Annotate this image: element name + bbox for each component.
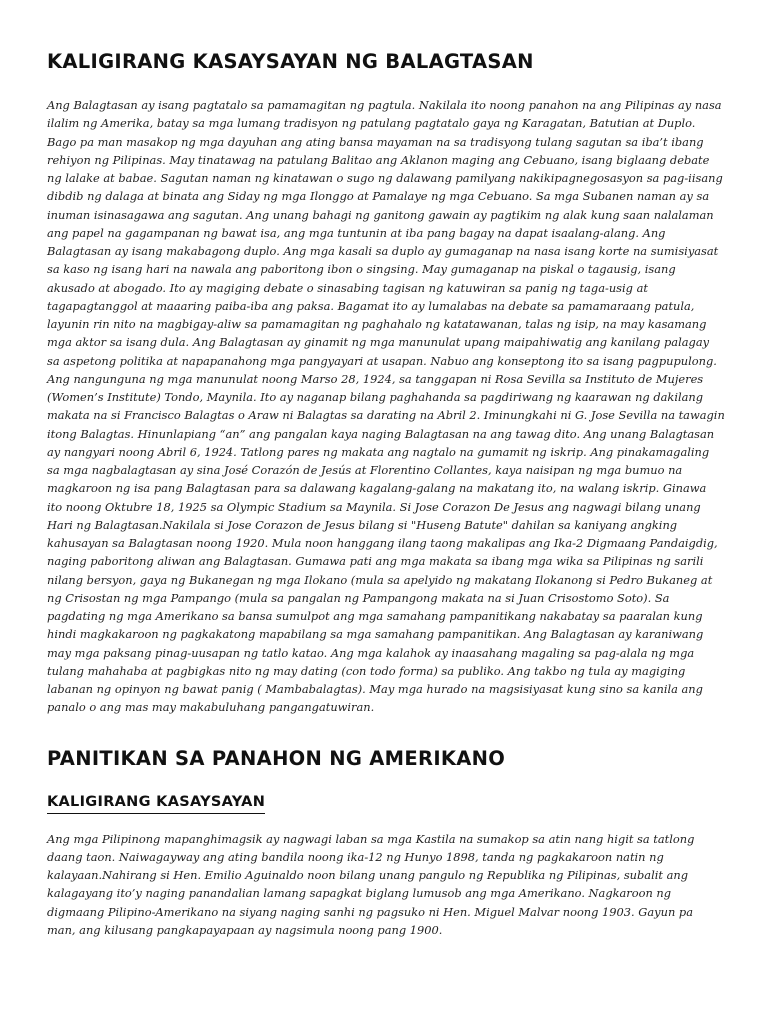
subheading-wrapper bbox=[47, 791, 725, 814]
section-heading-panitikan-amerikano: PANITIKAN SA PANAHON NG AMERIKANO bbox=[47, 746, 506, 770]
paragraph-balagtasan: Ang Balagtasan ay isang pagtatalo sa pamamagitan ng pagtula. Nakilala ito noong panahon na ang Pilipinas ay nasa ilalim ng Amerika, batay sa mga lumang tradisyon ng patulang pagtatalo gaya ng Karagatan, Batutian at Duplo. Bago pa man masakop ng mga dayuhan ang ating bansa mayaman na sa tradisyong tulang sagutan sa iba’t ibang rehiyon ng Pilipinas. May tinatawag na patulang Balitao ang Aklanon maging ang Cebuano, isang biglaang debate ng lalake at babae. Sagutan naman ng kinatawan o sugo ng dalawang pamilyang nakikipagnegosasyon sa pag-iisang dibdib ng dalaga at binata ang Siday ng mga Ilonggo at Pamalaye ng mga Cebuano. Sa mga Subanen naman ay sa inuman isinasagawa ang sagutan. Ang unang bahagi ng ganitong gawain ay pagtikim ng alak kung saan nalalaman ang papel na gagampanan ng bawat isa, ang mga tuntunin at iba pang bagay na dapat isaalang-alang. Ang Balagtasan ay isang makabagong duplo. Ang mga kasali sa duplo ay gumaganap na nasa isang korte na sumisiyasat sa kaso ng isang hari na nawala ang paboritong ibon o singsing. May gumaganap na piskal o tagausig, isang akusado at abogado. Ito ay magiging debate o sinasabing tagisan ng katuwiran sa panig ng taga-usig at tagapagtanggol at maaaring paiba-iba ang paksa. Bagamat ito ay lumalabas na debate sa pamamaraang patula, layunin rin nito na magbigay-aliw sa pamamagitan ng paghahalo ng katatawanan, talas ng isip, na may kasamang mga aktor sa isang dula. Ang Balagtasan ay ginamit ng mga manunulat upang maipahiwatig ang kanilang palagay sa aspetong politika at napapanahong mga pangyayari at usapan. Nabuo ang konseptong ito sa isang pagpupulong. Ang nangunguna ng mga manunulat noong Marso 28, 1924, sa tanggapan ni Rosa Sevilla sa Instituto de Mujeres (Women’s Institute) Tondo, Maynila. Ito ay naganap bilang paghahanda sa pagdiriwang ng kaarawan ng dakilang makata na si Francisco Balagtas o Araw ni Balagtas sa darating na Abril 2. Iminungkahi ni G. Jose Sevilla na tawagin itong Balagtas. Hinunlapiang “an” ang pangalan kaya naging Balagtasan na ang tawag dito. Ang unang Balagtasan ay nangyari noong Abril 6, 1924. Tatlong pares ng makata ang nagtalo na gumamit ng iskrip. Ang pinakamagaling sa mga nagbalagtasan ay sina José Corazón de Jesús at Florentino Collantes, kaya naisipan ng mga bumuo na magkaroon ng isa pang Balagtasan para sa dalawang kagalang-galang na makatang ito, na walang iskrip. Ginawa ito noong Oktubre 18, 1925 sa Olympic Stadium sa Maynila. Si Jose Corazon De Jesus ang nagwagi bilang unang Hari ng Balagtasan.Nakilala si Jose Corazon de Jesus bilang si "Huseng Batute" dahilan sa kaniyang angking kahusayan sa Balagtasan noong 1920. Mula noon hanggang ilang taong makalipas ang Ika-2 Digmaang Pandaigdig, naging paboritong aliwan ang Balagtasan. Gumawa pati ang mga makata sa ibang mga wika sa Pilipinas ng sarili nilang bersyon, gaya ng Bukanegan ng mga Ilokano (mula sa apelyido ng makatang Ilokanong si Pedro Bukaneg at ng Crisostan ng mga Pampango (mula sa pangalan ng Pampangong makata na si Juan Crisostomo Soto). Sa pagdating ng mga Amerikano sa bansa sumulpot ang mga samahang pampanitikang nakabatay sa paaralan kung hindi magkakaroon ng pagkakatong mapabilang sa mga samahang pampanitikan. Ang Balagtasan ay karaniwang may mga paksang pinag-uusapan ng tatlo katao. Ang mga kalahok ay inaasahang magaling sa pag-alala ng mga tulang mahahaba at pagbigkas nito ng may dating (con todo forma) sa publiko. Ang takbo ng tula ay magiging labanan ng opinyon ng bawat panig ( Mambabalagtas). May mga hurado na magsisiyasat kung sino sa kanila ang panalo o ang mas may makabuluhang pangangatuwiran. bbox=[47, 98, 725, 715]
paragraph-kaligirang-kasaysayan: Ang mga Pilipinong mapanghimagsik ay nagwagi laban sa mga Kastila na sumakop sa atin nang higit sa tatlong daang taon. Naiwagayway ang ating bandila noong ika-12 ng Hunyo 1898, tanda ng pagkakaroon natin ng kalayaan.Nahirang si Hen. Emilio Aguinaldo noon bilang unang pangulo ng Republika ng Pilipinas, subalit ang kalagayang ito’y naging panandalian lamang sapagkat biglang lumusob ang mga Amerikano. Nagkaroon ng digmaang Pilipino-Amerikano na siyang naging sanhi ng pagsuko ni Hen. Miguel Malvar noong 1903. Gayun pa man, ang kilusang pangkapayapaan ay nagsimula noong pang 1900. bbox=[47, 831, 695, 937]
subheading-kaligirang-kasaysayan: KALIGIRANG KASAYSAYAN bbox=[47, 791, 265, 814]
document-page bbox=[47, 48, 725, 939]
section-heading-balagtasan: KALIGIRANG KASAYSAYAN NG BALAGTASAN bbox=[47, 50, 534, 73]
